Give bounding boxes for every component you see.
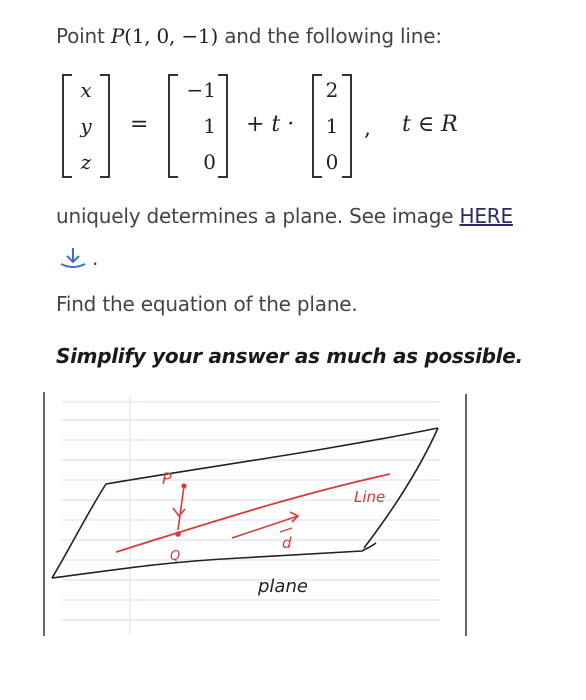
download-arrow-icon[interactable] [58, 246, 88, 270]
trailing-period: . [92, 246, 99, 270]
label-direction-arrow-bar [280, 528, 292, 532]
instruction-text: Simplify your answer as much as possible. [56, 344, 523, 368]
plane-sketch-image [40, 388, 470, 640]
point-label [111, 24, 218, 48]
caption-body: uniquely determines a plane. See image [56, 204, 460, 228]
base-z: 0 [203, 150, 216, 174]
label-point-q: Q [170, 549, 181, 564]
intro-prefix: Point [56, 24, 111, 48]
label-line: Line [354, 488, 386, 506]
comma: , [364, 116, 371, 141]
intro-suffix: and the following line: [218, 24, 442, 48]
direction-vector [312, 74, 352, 178]
equals-sign: = [130, 112, 149, 137]
base-point-vector [168, 74, 228, 178]
point-name: P [110, 24, 125, 48]
lhs-y: y [80, 114, 92, 138]
question-text: Find the equation of the plane. [56, 292, 358, 316]
lhs-x: x [80, 78, 92, 102]
lhs-vector [62, 74, 110, 178]
label-plane: plane [258, 576, 308, 597]
point-q-dot [175, 531, 181, 537]
direction-y: 1 [325, 114, 339, 138]
direction-x: 2 [325, 78, 339, 102]
label-direction: d [282, 534, 292, 552]
plus-t-dot: + t · [246, 112, 295, 137]
sketch-pq-segment [178, 486, 184, 530]
notebook-lines [62, 396, 440, 634]
base-x: −1 [186, 78, 216, 102]
direction-z: 0 [325, 150, 339, 174]
intro-text [56, 24, 442, 48]
label-point-p: P [162, 469, 172, 488]
caption-text [56, 204, 513, 228]
base-y: 1 [203, 114, 216, 138]
parameter-domain: t ∈ R [402, 112, 458, 137]
plane-top-edge [106, 428, 438, 484]
here-link[interactable]: HERE [459, 204, 513, 228]
point-coordinates: (1, 0, −1) [124, 24, 219, 48]
lhs-z: z [80, 150, 92, 174]
line-equation [60, 74, 480, 178]
plane-left-edge [52, 484, 106, 578]
